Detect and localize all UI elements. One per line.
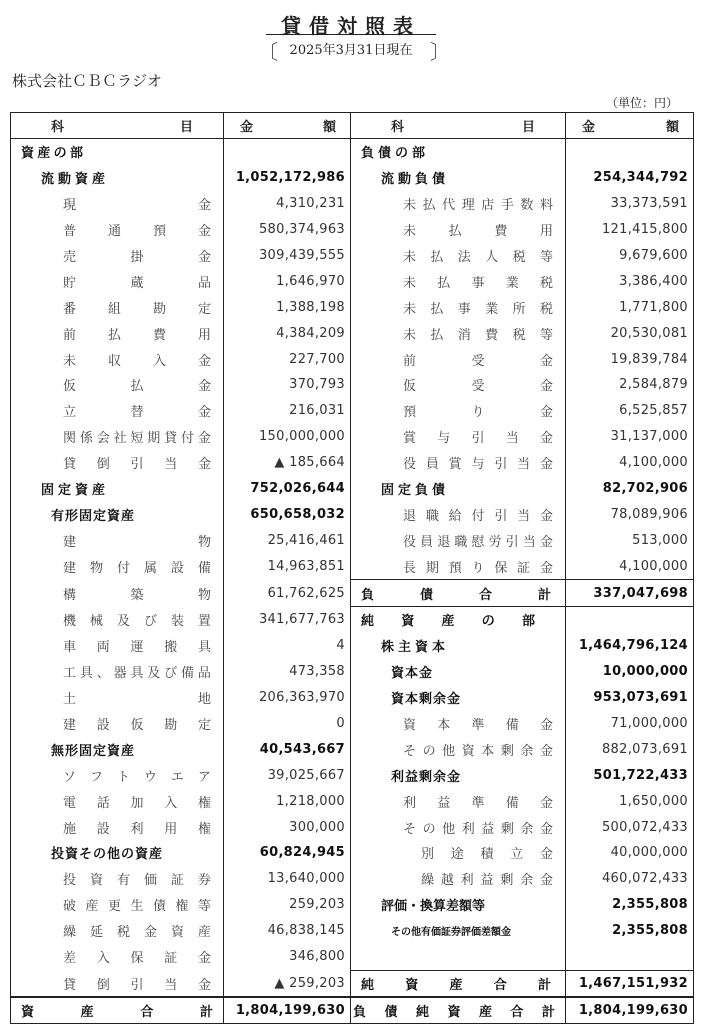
amount-cell <box>566 944 694 970</box>
account-label: 関 係 会 社 短 期 貸 付 金 <box>63 431 211 447</box>
grand-total-row <box>11 997 694 1024</box>
left-amount-header-text: 金 額 <box>240 120 336 135</box>
amount-cell: 25,416,461 <box>224 527 351 553</box>
amount-cell: 150,000,000 <box>224 424 351 450</box>
amount-cell: 1,771,800 <box>566 294 694 320</box>
account-label: 役 員 賞 与 引 当 金 <box>403 457 553 473</box>
account-label: 前 受 金 <box>403 353 553 369</box>
account-label: 利益剰余金 <box>391 769 462 785</box>
amount-cell: 1,804,199,630 <box>224 997 351 1024</box>
amount-cell: 71,000,000 <box>566 711 694 737</box>
account-label: 前 払 費 用 <box>63 327 211 343</box>
liability-item-cell <box>351 217 566 243</box>
date-bracket-right: 〕 <box>430 40 450 64</box>
amount-cell: 309,439,555 <box>224 243 351 269</box>
amount-cell: 501,722,433 <box>566 762 694 788</box>
date-bracket-left: 〔 <box>258 40 278 64</box>
balance-sheet-row <box>11 553 694 579</box>
account-label: 売 掛 金 <box>63 250 211 265</box>
account-label: 繰 延 税 金 資 産 <box>63 925 211 941</box>
liability-item-cell <box>351 944 566 970</box>
account-label: 貯 蔵 品 <box>63 275 211 291</box>
asset-item-cell <box>11 918 224 944</box>
liability-item-cell <box>351 866 566 892</box>
account-label: 貸 倒 引 当 金 <box>63 977 211 993</box>
liability-item-cell <box>351 476 566 502</box>
liability-item-cell <box>351 553 566 579</box>
account-label: その他有価証券評価差額金 <box>391 927 511 939</box>
amount-cell: 60,824,945 <box>224 840 351 866</box>
balance-sheet-row <box>11 346 694 372</box>
as-of-date: 2025年3月31日現在 <box>289 43 413 58</box>
document-title: 貸借対照表 <box>281 14 421 38</box>
amount-cell: 2,584,879 <box>566 372 694 398</box>
amount-cell <box>566 139 694 165</box>
asset-item-cell <box>11 553 224 579</box>
account-label: 固定負債 <box>381 483 450 499</box>
account-label: 構 築 物 <box>63 587 211 603</box>
asset-item-cell <box>11 970 224 997</box>
account-label: 電 話 加 入 権 <box>63 795 211 811</box>
amount-cell: 1,467,151,932 <box>566 970 694 997</box>
asset-item-cell <box>11 139 224 165</box>
account-label: 資本剰余金 <box>391 692 462 708</box>
account-label: 番 組 勘 定 <box>63 301 211 317</box>
account-label: 未 収 入 金 <box>63 353 211 369</box>
asset-item-cell <box>11 476 224 502</box>
amount-cell: 82,702,906 <box>566 476 694 502</box>
liability-item-cell <box>351 268 566 294</box>
balance-sheet-row <box>11 685 694 711</box>
asset-item-cell <box>11 320 224 346</box>
amount-cell: 1,218,000 <box>224 788 351 814</box>
asset-item-cell <box>11 346 224 372</box>
balance-sheet-row <box>11 424 694 450</box>
amount-cell: 4,100,000 <box>566 553 694 579</box>
balance-sheet-row <box>11 294 694 320</box>
amount-cell: 341,677,763 <box>224 607 351 633</box>
amount-cell: 4,310,231 <box>224 191 351 217</box>
account-label: 純 資 産 の 部 <box>361 614 535 630</box>
balance-sheet-row <box>11 762 694 788</box>
liability-item-cell <box>351 191 566 217</box>
balance-sheet-row <box>11 711 694 737</box>
balance-sheet-row <box>11 501 694 527</box>
amount-cell: 1,650,000 <box>566 788 694 814</box>
account-label: 差 入 保 証 金 <box>63 951 211 967</box>
account-label: 資 産 合 計 <box>21 1005 213 1021</box>
company-name: 株式会社ＣＢＣラジオ <box>12 72 163 90</box>
amount-cell: 473,358 <box>224 659 351 685</box>
account-label: 貸 倒 引 当 金 <box>63 457 211 473</box>
account-label: 未 払 消 費 税 等 <box>403 327 553 343</box>
total-assets-label-cell <box>11 997 224 1024</box>
liability-item-cell <box>351 450 566 476</box>
account-label: ソ フ ト ウ エ ア <box>63 769 211 785</box>
account-label: 無形固定資産 <box>51 743 136 759</box>
right-item-header-text: 科 目 <box>391 120 535 135</box>
account-label: そ の 他 資 本 剰 余 金 <box>403 743 553 759</box>
balance-sheet-row <box>11 217 694 243</box>
account-label: 資 産 の 部 <box>21 146 83 162</box>
liability-item-cell <box>351 165 566 191</box>
liability-item-cell <box>351 398 566 424</box>
asset-item-cell <box>11 268 224 294</box>
liability-item-cell <box>351 762 566 788</box>
amount-cell: 346,800 <box>224 944 351 970</box>
liability-item-cell <box>351 139 566 165</box>
liability-item-cell <box>351 580 566 607</box>
right-amount-header-text: 金 額 <box>582 120 679 135</box>
balance-sheet-row <box>11 476 694 502</box>
balance-sheet-row <box>11 372 694 398</box>
amount-cell: 78,089,906 <box>566 501 694 527</box>
amount-cell: 31,137,000 <box>566 424 694 450</box>
asset-item-cell <box>11 633 224 659</box>
total-liabilities-equity-label-cell <box>351 997 566 1024</box>
amount-cell: 1,646,970 <box>224 268 351 294</box>
account-label: 別 途 積 立 金 <box>421 847 553 863</box>
amount-cell: 1,052,172,986 <box>224 165 351 191</box>
liability-item-cell <box>351 372 566 398</box>
balance-sheet-row <box>11 243 694 269</box>
asset-item-cell <box>11 685 224 711</box>
right-item-header <box>351 113 566 139</box>
left-amount-header <box>224 113 351 139</box>
amount-cell: 254,344,792 <box>566 165 694 191</box>
account-label: 破 産 更 生 債 権 等 <box>63 899 211 915</box>
amount-cell: ▲ 259,203 <box>224 970 351 997</box>
amount-cell: 40,000,000 <box>566 840 694 866</box>
amount-cell: 20,530,081 <box>566 320 694 346</box>
account-label: 評価・換算差額等 <box>381 899 486 915</box>
account-label: 建 設 仮 勘 定 <box>63 718 211 734</box>
amount-cell: 650,658,032 <box>224 501 351 527</box>
amount-cell: 300,000 <box>224 814 351 840</box>
liability-item-cell <box>351 346 566 372</box>
asset-item-cell <box>11 711 224 737</box>
asset-item-cell <box>11 398 224 424</box>
amount-cell: 3,386,400 <box>566 268 694 294</box>
account-label: 長 期 預 り 保 証 金 <box>403 560 553 576</box>
amount-cell: 9,679,600 <box>566 243 694 269</box>
account-label: 役 員 退 職 慰 労 引 当 金 <box>403 534 553 550</box>
account-label: 繰 越 利 益 剰 余 金 <box>421 873 553 889</box>
asset-item-cell <box>11 424 224 450</box>
asset-item-cell <box>11 892 224 918</box>
amount-cell: 2,355,808 <box>566 918 694 944</box>
amount-cell: 227,700 <box>224 346 351 372</box>
balance-sheet-row <box>11 398 694 424</box>
account-label: 利 益 準 備 金 <box>403 795 553 811</box>
account-label: 機 械 及 び 装 置 <box>63 614 211 630</box>
liability-item-cell <box>351 659 566 685</box>
amount-cell: 0 <box>224 711 351 737</box>
amount-cell: 19,839,784 <box>566 346 694 372</box>
account-label: 未 払 代 理 店 手 数 料 <box>403 198 553 214</box>
amount-cell <box>224 139 351 165</box>
asset-item-cell <box>11 659 224 685</box>
amount-cell <box>566 607 694 633</box>
account-label: 施 設 利 用 権 <box>63 821 211 837</box>
account-label: 有形固定資産 <box>51 508 136 524</box>
asset-item-cell <box>11 840 224 866</box>
liability-item-cell <box>351 320 566 346</box>
amount-cell: 337,047,698 <box>566 580 694 607</box>
balance-sheet-row <box>11 139 694 165</box>
amount-cell: 1,388,198 <box>224 294 351 320</box>
amount-cell: 1,464,796,124 <box>566 633 694 659</box>
amount-cell: 13,640,000 <box>224 866 351 892</box>
asset-item-cell <box>11 450 224 476</box>
amount-cell: 370,793 <box>224 372 351 398</box>
account-label: 投資その他の資産 <box>51 847 164 863</box>
amount-cell: 953,073,691 <box>566 685 694 711</box>
left-item-header-text: 科 目 <box>51 120 193 135</box>
liability-item-cell <box>351 711 566 737</box>
amount-cell: 882,073,691 <box>566 736 694 762</box>
left-item-header <box>11 113 224 139</box>
asset-item-cell <box>11 165 224 191</box>
liability-item-cell <box>351 243 566 269</box>
account-label: 工 具 、 器 具 及 び 備 品 <box>63 666 211 682</box>
amount-cell: 40,543,667 <box>224 736 351 762</box>
account-label: 土 地 <box>63 692 211 708</box>
amount-cell: 216,031 <box>224 398 351 424</box>
asset-item-cell <box>11 736 224 762</box>
liability-item-cell <box>351 840 566 866</box>
liability-item-cell <box>351 736 566 762</box>
account-label: 投 資 有 価 証 券 <box>63 873 211 889</box>
balance-sheet-row <box>11 268 694 294</box>
account-label: 資本金 <box>391 666 434 682</box>
asset-item-cell <box>11 607 224 633</box>
amount-cell: 580,374,963 <box>224 217 351 243</box>
account-label: 立 替 金 <box>63 405 211 421</box>
liability-item-cell <box>351 294 566 320</box>
account-label: 流動資産 <box>41 172 110 188</box>
amount-cell: 61,762,625 <box>224 580 351 607</box>
balance-sheet-row <box>11 944 694 970</box>
liability-item-cell <box>351 814 566 840</box>
asset-item-cell <box>11 788 224 814</box>
account-label: 株主資本 <box>381 640 450 656</box>
amount-cell: 460,072,433 <box>566 866 694 892</box>
amount-cell: 6,525,857 <box>566 398 694 424</box>
account-label: 建 物 付 属 設 備 <box>63 560 211 576</box>
liability-item-cell <box>351 527 566 553</box>
asset-item-cell <box>11 372 224 398</box>
balance-sheet-row <box>11 607 694 633</box>
asset-item-cell <box>11 191 224 217</box>
account-label: 現 金 <box>63 198 211 214</box>
asset-item-cell <box>11 762 224 788</box>
account-label: 未 払 法 人 税 等 <box>403 250 553 265</box>
balance-sheet-row <box>11 866 694 892</box>
asset-item-cell <box>11 527 224 553</box>
asset-item-cell <box>11 294 224 320</box>
account-label: 普 通 預 金 <box>63 224 211 240</box>
asset-item-cell <box>11 501 224 527</box>
liability-item-cell <box>351 970 566 997</box>
amount-cell: 513,000 <box>566 527 694 553</box>
amount-cell: ▲ 185,664 <box>224 450 351 476</box>
liability-item-cell <box>351 918 566 944</box>
account-label: 純 資 産 合 計 <box>361 977 551 993</box>
account-label: 固定資産 <box>41 483 110 499</box>
balance-sheet-row <box>11 580 694 607</box>
amount-cell: 1,804,199,630 <box>566 997 694 1024</box>
balance-sheet-row <box>11 970 694 997</box>
balance-sheet-row <box>11 918 694 944</box>
balance-sheet-row <box>11 450 694 476</box>
amount-cell: 4,384,209 <box>224 320 351 346</box>
asset-item-cell <box>11 243 224 269</box>
balance-sheet-row <box>11 736 694 762</box>
header-row <box>11 113 694 139</box>
liability-item-cell <box>351 501 566 527</box>
balance-sheet-table <box>10 112 694 1024</box>
amount-cell: 33,373,591 <box>566 191 694 217</box>
right-amount-header <box>566 113 694 139</box>
liability-item-cell <box>351 633 566 659</box>
balance-sheet-row <box>11 659 694 685</box>
liability-item-cell <box>351 607 566 633</box>
amount-cell: 4 <box>224 633 351 659</box>
account-label: そ の 他 利 益 剰 余 金 <box>403 821 553 837</box>
balance-sheet-row <box>11 892 694 918</box>
balance-sheet-row <box>11 788 694 814</box>
account-label: 負 債 合 計 <box>361 587 551 603</box>
account-label: 預 り 金 <box>403 405 553 421</box>
balance-sheet-row <box>11 814 694 840</box>
account-label: 退 職 給 付 引 当 金 <box>403 508 553 524</box>
amount-cell: 14,963,851 <box>224 553 351 579</box>
asset-item-cell <box>11 866 224 892</box>
liability-item-cell <box>351 788 566 814</box>
balance-sheet-row <box>11 320 694 346</box>
account-label: 負 債 純 資 産 合 計 <box>353 1005 555 1021</box>
title-underline <box>266 34 436 35</box>
amount-cell: 39,025,667 <box>224 762 351 788</box>
balance-sheet-row <box>11 633 694 659</box>
liability-item-cell <box>351 424 566 450</box>
asset-item-cell <box>11 814 224 840</box>
account-label: 建 物 <box>63 534 211 550</box>
asset-item-cell <box>11 217 224 243</box>
account-label: 未 払 費 用 <box>403 224 553 240</box>
account-label: 流動負債 <box>381 172 450 188</box>
amount-cell: 752,026,644 <box>224 476 351 502</box>
account-label: 仮 受 金 <box>403 379 553 395</box>
amount-cell: 259,203 <box>224 892 351 918</box>
amount-cell: 46,838,145 <box>224 918 351 944</box>
account-label: 未 払 事 業 所 税 <box>403 301 553 317</box>
asset-item-cell <box>11 580 224 607</box>
account-label: 未 払 事 業 税 <box>403 275 553 291</box>
asset-item-cell <box>11 944 224 970</box>
liability-item-cell <box>351 892 566 918</box>
account-label: 資 本 準 備 金 <box>403 718 553 734</box>
amount-cell: 121,415,800 <box>566 217 694 243</box>
account-label: 仮 払 金 <box>63 379 211 395</box>
balance-sheet-row <box>11 840 694 866</box>
amount-cell: 2,355,808 <box>566 892 694 918</box>
amount-cell: 10,000,000 <box>566 659 694 685</box>
balance-sheet-row <box>11 165 694 191</box>
account-label: 賞 与 引 当 金 <box>403 431 553 447</box>
liability-item-cell <box>351 685 566 711</box>
unit-label: （単位：円） <box>606 96 679 110</box>
amount-cell: 4,100,000 <box>566 450 694 476</box>
account-label: 車 両 運 搬 具 <box>63 640 211 656</box>
amount-cell: 206,363,970 <box>224 685 351 711</box>
balance-sheet-row <box>11 527 694 553</box>
account-label: 負 債 の 部 <box>361 146 425 162</box>
balance-sheet-row <box>11 191 694 217</box>
amount-cell: 500,072,433 <box>566 814 694 840</box>
